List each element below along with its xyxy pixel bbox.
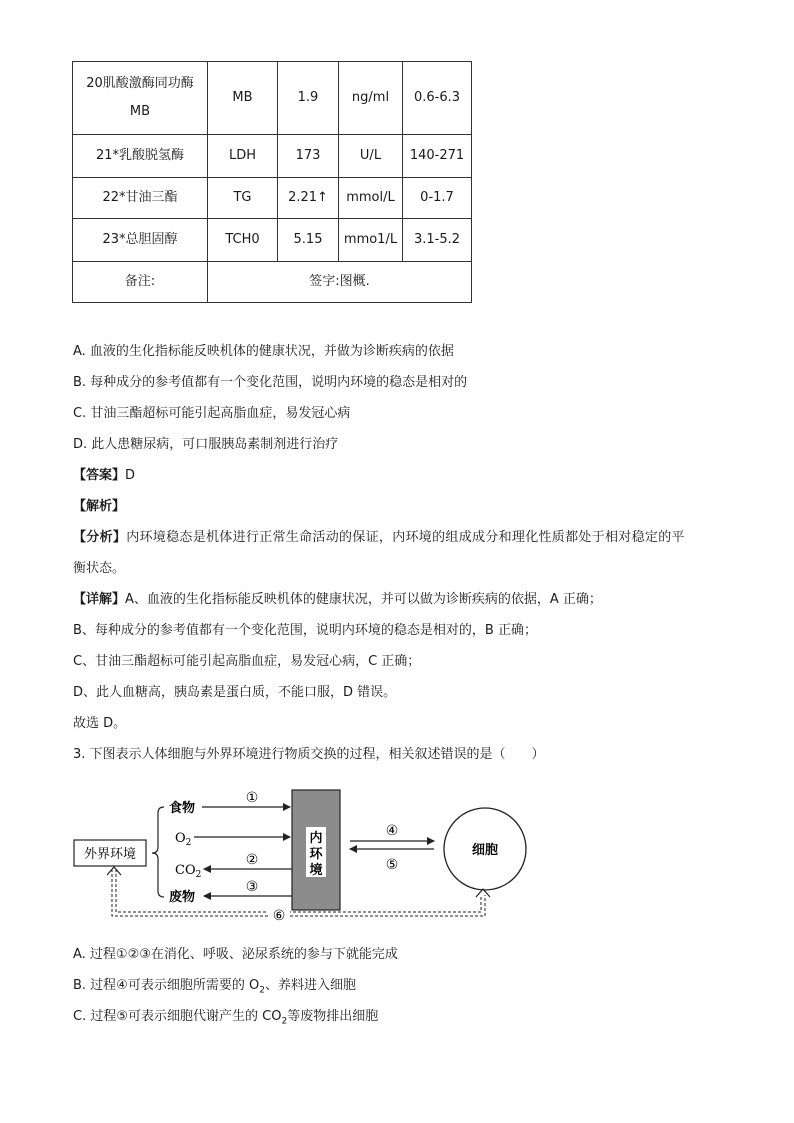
item-name-line1: 20肌酸激酶同功酶 — [86, 76, 194, 91]
num-3: ③ — [245, 879, 259, 895]
xiangjie-label: 【详解】 — [73, 592, 126, 607]
item-name-cell: 23*总胆固醇 — [73, 219, 208, 262]
table-row — [73, 219, 472, 262]
table-row — [73, 262, 472, 303]
item-range-cell: 0.6-6.3 — [403, 62, 472, 135]
item-code-cell: MB — [208, 62, 278, 135]
item-range-cell: 0-1.7 — [403, 178, 472, 219]
num-6: ⑥ — [272, 908, 286, 924]
item-unit-cell: mmol/L — [339, 178, 403, 219]
option-a: A. 血液的生化指标能反映机体的健康状况，并做为诊断疾病的依据 — [73, 344, 454, 359]
fenxi-text: 内环境稳态是机体进行正常生命活动的保证，内环境的组成成分和理化性质都处于相对稳定的平 — [126, 530, 685, 545]
item-value-cell: 5.15 — [278, 219, 339, 262]
num-2: ② — [245, 852, 259, 868]
answer-label: 【答案】 — [73, 468, 126, 483]
outer-env-label: 外界环境 — [83, 847, 137, 862]
inner-env-char-3: 境 — [309, 863, 323, 878]
num-4: ④ — [385, 823, 399, 839]
num-5: ⑤ — [385, 857, 399, 873]
q3-option-c-pre: C. 过程⑤可表示细胞代谢产生的 CO — [73, 1009, 282, 1024]
item-unit-cell: U/L — [339, 135, 403, 178]
waste-label: 废物 — [169, 890, 196, 905]
lab-results-table — [72, 61, 472, 303]
item-code-cell: TG — [208, 178, 278, 219]
fenxi-line2: 衡状态。 — [73, 561, 126, 576]
q3-option-a: A. 过程①②③在消化、呼吸、泌尿系统的参与下就能完成 — [73, 947, 398, 962]
item-value-cell: 1.9 — [278, 62, 339, 135]
q3-option-b-pre: B. 过程④可表示细胞所需要的 O — [73, 978, 260, 993]
conclusion-line: 故选 D。 — [73, 716, 127, 731]
exchange-diagram — [72, 785, 532, 925]
q3-stem: 3. 下图表示人体细胞与外界环境进行物质交换的过程，相关叙述错误的是（ ） — [73, 747, 545, 762]
answer-line — [73, 467, 135, 485]
co2-label: $CO_2$ — [175, 863, 202, 880]
option-c: C. 甘油三酯超标可能引起高脂血症，易发冠心病 — [73, 406, 351, 421]
xiangjie-line-d: D、此人血糖高，胰岛素是蛋白质，不能口服，D 错误。 — [73, 685, 397, 700]
num-1: ① — [245, 790, 259, 806]
path-6-head-left — [107, 867, 121, 875]
xiangjie-text: A、血液的生化指标能反映机体的健康状况，并可以做为诊断疾病的依据，A 正确； — [125, 592, 602, 607]
option-d: D. 此人患糖尿病，可口服胰岛素制剂进行治疗 — [73, 437, 339, 452]
item-range-cell: 140-271 — [403, 135, 472, 178]
item-name-cell: 22*甘油三酯 — [73, 178, 208, 219]
fenxi-line1 — [73, 529, 685, 547]
table-row — [73, 178, 472, 219]
item-name-cell: 21*乳酸脱氢酶 — [73, 135, 208, 178]
inner-env-char-1: 内 — [309, 831, 323, 846]
option-b: B. 每种成分的参考值都有一个变化范围，说明内环境的稳态是相对的 — [73, 375, 468, 390]
q3-option-c — [73, 1008, 378, 1031]
item-value-cell: 173 — [278, 135, 339, 178]
table-row — [73, 135, 472, 178]
item-code-cell: TCH0 — [208, 219, 278, 262]
signature-cell: 签字:图概. — [208, 262, 472, 303]
fenxi-label: 【分析】 — [73, 530, 127, 545]
o2-label: $O_2$ — [175, 831, 192, 848]
q3-option-b-sub: 2 — [259, 985, 265, 996]
xiangjie-line-c: C、甘油三酯超标可能引起高脂血症，易发冠心病，C 正确； — [73, 654, 421, 669]
food-label: 食物 — [169, 801, 196, 816]
item-name-line2: MB — [129, 104, 151, 119]
xiangjie-line-b: B、每种成分的参考值都有一个变化范围，说明内环境的稳态是相对的，B 正确； — [73, 623, 537, 638]
item-range-cell: 3.1-5.2 — [403, 219, 472, 262]
xiangjie-line1 — [73, 591, 602, 609]
q3-option-b-post: 、养料进入细胞 — [264, 978, 356, 993]
item-unit-cell: ng/ml — [339, 62, 403, 135]
note-label-cell: 备注: — [73, 262, 208, 303]
brace — [152, 807, 164, 897]
item-unit-cell: mmo1/L — [339, 219, 403, 262]
q3-option-c-post: 等废物排出细胞 — [287, 1009, 379, 1024]
q3-option-b — [73, 977, 356, 1000]
table-row — [73, 62, 472, 135]
item-value-cell: 2.21↑ — [278, 178, 339, 219]
inner-env-char-2: 环 — [309, 847, 323, 862]
q3-option-c-sub: 2 — [281, 1016, 288, 1027]
cell-label: 细胞 — [471, 843, 499, 858]
item-code-cell: LDH — [208, 135, 278, 178]
item-name-cell — [73, 62, 208, 135]
answer-value: D — [125, 468, 136, 483]
analysis-label: 【解析】 — [73, 499, 126, 514]
